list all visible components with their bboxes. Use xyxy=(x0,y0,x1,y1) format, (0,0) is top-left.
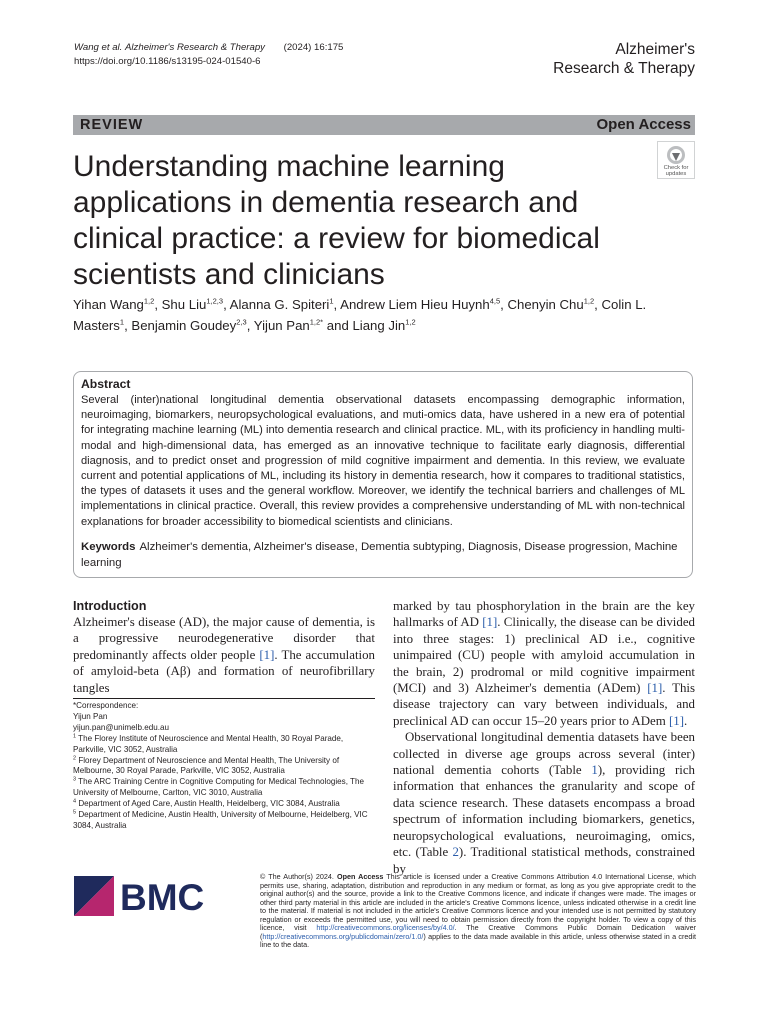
author-affiliation-marker: 1,2,3 xyxy=(206,296,224,306)
author-affiliation-marker: 1,2 xyxy=(143,296,155,306)
affiliation-item xyxy=(73,756,375,778)
table-link[interactable]: 1 xyxy=(591,763,598,778)
table-link[interactable]: 2 xyxy=(452,845,459,860)
author-name[interactable]: Shu Liu xyxy=(161,297,207,312)
intro-paragraph xyxy=(393,729,695,877)
affiliation-text: Department of Medicine, Austin Health, University of Melbourne, Heidelberg, VIC 3084, Australia xyxy=(73,810,368,830)
journal-name-line2: Research & Therapy xyxy=(553,60,695,77)
author-affiliation-marker: 1,2 xyxy=(583,296,595,306)
affiliation-item xyxy=(73,810,375,832)
citation-link[interactable]: [1] xyxy=(259,647,275,662)
citation-line xyxy=(74,41,343,55)
license-link[interactable]: http://creativecommons.org/licenses/by/4.0/ xyxy=(316,923,455,933)
doi-link[interactable]: https://doi.org/10.1186/s13195-024-01540-6 xyxy=(74,56,261,67)
author-affiliation-marker: 1 xyxy=(119,317,125,327)
citation-authors: Wang et al. xyxy=(74,42,123,53)
author-affiliation-marker: 1,2 xyxy=(405,317,416,327)
author-name[interactable]: Yihan Wang xyxy=(73,297,144,312)
badge-line2: updates xyxy=(665,171,687,177)
public-domain-link[interactable]: http://creativecommons.org/publicdomain/zero/1.0/ xyxy=(262,931,424,941)
author-name[interactable]: Chenyin Chu xyxy=(507,297,584,312)
copyright: © The Author(s) 2024. xyxy=(260,872,334,881)
affiliation-number: 2 xyxy=(73,754,77,761)
author-affiliation-marker: 4,5 xyxy=(489,296,501,306)
intro-text: . This disease trajectory can vary between individuals, and preclinical AD can occur 15–20 years prior to ADem xyxy=(393,681,695,728)
keywords-label: Keywords xyxy=(81,541,136,553)
introduction-left-column xyxy=(73,614,375,696)
affiliation-item xyxy=(73,777,375,799)
journal-name-line1: Alzheimer's xyxy=(615,41,695,58)
affiliation-item xyxy=(73,734,375,756)
introduction-heading: Introduction xyxy=(73,599,147,613)
author-name[interactable]: Andrew Liem Hieu Huynh xyxy=(340,297,490,312)
intro-text: marked by tau phosphorylation in the brain are the key hallmarks of AD xyxy=(393,599,695,630)
journal-name xyxy=(553,40,695,78)
author-separator: , xyxy=(246,318,254,333)
author-name[interactable]: Yijun Pan xyxy=(253,318,310,333)
license-body: This article is licensed under a Creative Commons Attribution 4.0 International License, which permits use, sharing, adaptation, distribution and reproduction in any medium or format, as long as you give appropriate credit to the original author(s) and the source, provide a link to the Creative Commons licence, and indicate if changes were made. The images or other third party material in this article are included in the article's Creative Commons licence, unless indicated otherwise in a credit line to the material. If material is not included in the article's Creative Commons licence and your intended use is not permitted by statutory regulation or exceeds the permitted use, you will need to obtain permission directly from the copyright holder. To view a copy of this licence, visit xyxy=(260,872,696,933)
affiliation-number: 3 xyxy=(73,776,77,783)
article-title: Understanding machine learning applications in dementia research and clinical practice: a review for biomedical scientists and clinicians xyxy=(73,150,600,291)
bmc-logo xyxy=(74,874,214,918)
citation-issue: (2024) 16:175 xyxy=(283,42,344,53)
author-separator: and xyxy=(323,318,353,333)
affiliation-text: Department of Aged Care, Austin Health, Heidelberg, VIC 3084, Australia xyxy=(78,799,340,809)
citation-link[interactable]: [1] xyxy=(482,615,498,630)
bmc-logo-text: BMC xyxy=(120,877,205,918)
license-open-access: Open Access xyxy=(336,872,384,881)
correspondence-label: *Correspondence: xyxy=(73,701,139,710)
affiliation-text: The ARC Training Centre in Cognitive Computing for Medical Technologies, The University of Melbourne, Carlton, VIC 3010, Australia xyxy=(73,777,365,798)
author-separator: , xyxy=(154,297,162,312)
author-name[interactable]: Liang Jin xyxy=(352,318,406,333)
citation-link[interactable]: [1] xyxy=(668,713,685,728)
running-header xyxy=(74,41,343,69)
affiliation-number: 1 xyxy=(73,733,77,740)
intro-text: ), providing rich information that enhances the granularity and scope of data science research. These datasets encompass a broad spectrum of information including biomarkers, genetics, neuropsychological evaluations, neuroimaging, omics, etc. (Table xyxy=(393,763,695,860)
author-list xyxy=(73,294,695,336)
affiliation-list xyxy=(73,734,375,832)
author-separator: , xyxy=(333,297,341,312)
footnote-divider xyxy=(73,698,375,699)
author-affiliation-marker: 1,2* xyxy=(309,317,324,327)
affiliation-number: 5 xyxy=(73,809,77,816)
abstract-heading: Abstract xyxy=(81,377,131,391)
intro-text: . Clinically, the disease can be divided into three stages: 1) preclinical AD i.e., cognitive unimpaired (CU) people with amyloid accumulation in the brain, 2) prodromal or mild cognitive impairment (MCI) and 3) Alzheimer's dementia (ADem) xyxy=(393,615,695,696)
abstract-text: Several (inter)national longitudinal dementia observational datasets encompassing demographic information, neuroimaging, biomarkers, neuropsychological evaluations, and muti-omics data, have ushered in a new era of potential for integrating machine learning (ML) into dementia research and clinical practice. ML, with its proficiency in handling multi-modal and high-dimensional data, has emerged as an innovative technique to facilitate early diagnosis, differential diagnosis, and to predict onset and progression of mild cognitive impairment and dementia. In this review, we evaluate current and potential applications of ML, including its history in dementia research, how it compares to traditional statistics, the types of datasets it uses and the general workflow. Moreover, we identify the technical barriers and challenges of ML implementations in clinical practice. Overall, this review provides a comprehensive understanding of ML with non-technical explanations for broader accessibility to biomedical scientists and clinicians. xyxy=(81,394,685,528)
article-type-label: REVIEW xyxy=(80,117,144,133)
author-separator: , xyxy=(500,297,508,312)
author-separator: , xyxy=(223,297,230,312)
open-access-label: Open Access xyxy=(596,116,691,133)
keywords xyxy=(81,540,685,571)
author-separator: , xyxy=(594,297,602,312)
intro-text: Observational longitudinal dementia datasets have been collected in diverse age groups across several (inter) national dementia cohorts (Table xyxy=(393,730,695,778)
author-affiliation-marker: 1 xyxy=(329,296,334,306)
affiliation-item xyxy=(73,799,375,810)
citation-link[interactable]: [1] xyxy=(647,681,663,696)
badge-line1: Check for xyxy=(663,165,689,171)
author-name[interactable]: Colin L. Masters xyxy=(73,297,647,333)
author-separator: , xyxy=(124,318,132,333)
affiliation-text: Florey Department of Neuroscience and Mental Health, The University of Melbourne, 30 Royal Parade, Parkville, VIC 3052, Australia xyxy=(73,755,340,776)
intro-paragraph xyxy=(393,598,695,729)
author-name[interactable]: Alanna G. Spiteri xyxy=(229,297,330,312)
author-name[interactable]: Benjamin Goudey xyxy=(131,318,237,333)
affiliation-number: 4 xyxy=(73,798,77,805)
correspondence-name: Yijun Pan xyxy=(73,711,108,721)
intro-text: Alzheimer's disease (AD), the major cause of dementia, is a progressive neurodegenerative disorder that predominantly affects older people xyxy=(73,615,375,662)
author-affiliation-marker: 2,3 xyxy=(236,317,247,327)
affiliation-text: The Florey Institute of Neuroscience and Mental Health, 30 Royal Parade, Parkville, VIC 3052, Australia xyxy=(73,733,344,754)
citation-journal: Alzheimer's Research & Therapy xyxy=(125,42,265,53)
article-type-band xyxy=(73,115,695,135)
license-text xyxy=(260,873,696,950)
footnotes xyxy=(73,701,375,832)
intro-text: . The accumulation of amyloid-beta (Aβ) and formation of neurofibrillary tangles xyxy=(73,647,375,695)
crossmark-icon xyxy=(666,145,686,165)
intro-text: . xyxy=(684,713,688,728)
license-body: . The Creative Commons Public Domain Dedication waiver ( xyxy=(260,923,696,941)
intro-text: ). Traditional statistical methods, constrained by xyxy=(393,845,695,876)
introduction-right-column xyxy=(393,598,695,877)
keywords-list: Alzheimer's dementia, Alzheimer's disease, Dementia subtyping, Diagnosis, Disease progression, Machine learning xyxy=(81,541,678,569)
license-body: ) applies to the data made available in this article, unless otherwise stated in a credit line to the data. xyxy=(260,931,696,950)
correspondence-email[interactable]: yijun.pan@unimelb.edu.au xyxy=(73,722,169,732)
